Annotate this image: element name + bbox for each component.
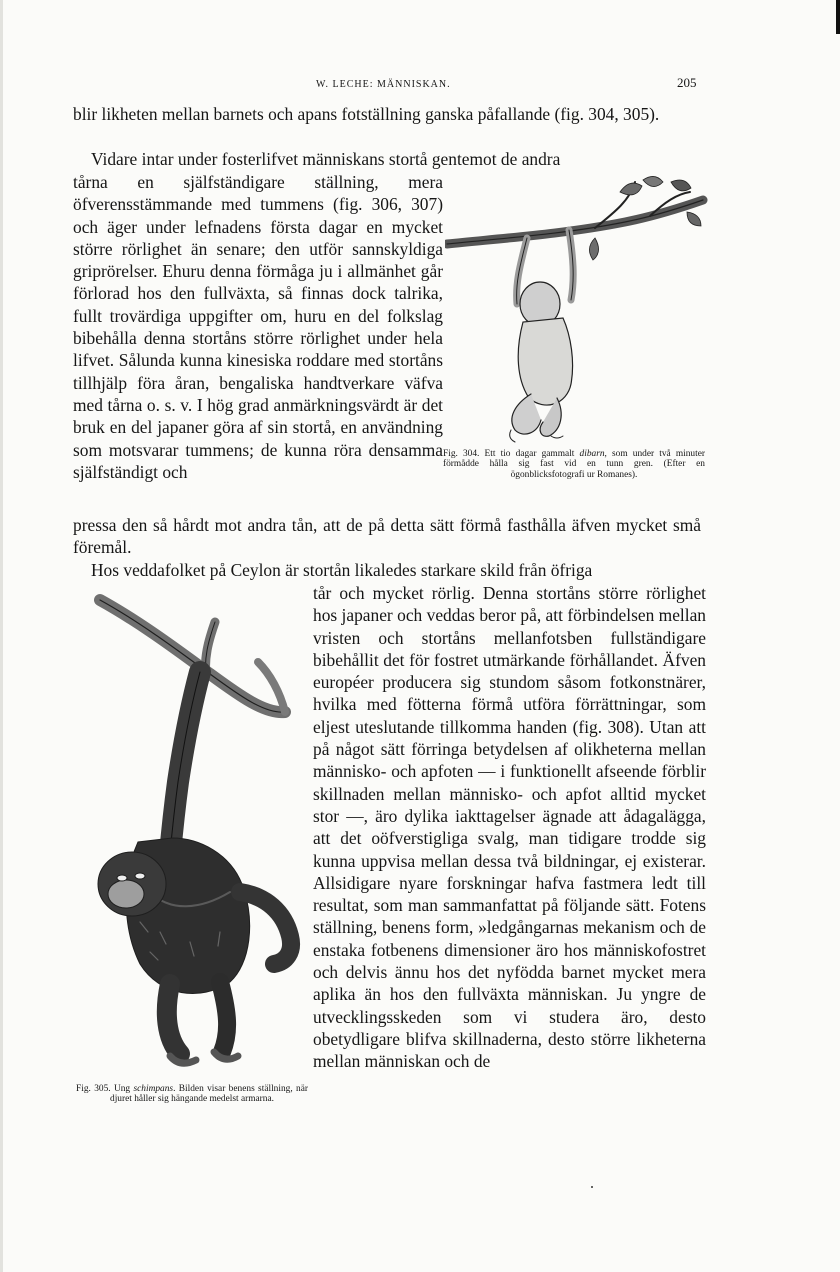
figure-305-chimpanzee-illustration [80, 592, 308, 1074]
paragraph-2-first-line: Vidare intar under fosterlifvet människans stortå gentemot de andra [91, 149, 561, 169]
figure-305-text-before: Ung [113, 1084, 131, 1094]
figure-304-caption [443, 449, 705, 480]
figure-305-caption [76, 1084, 308, 1105]
paragraph-3-first-line: Hos veddafolket på Ceylon är stortån likaledes starkare skild från öfriga [91, 560, 593, 580]
paragraph-1: blir likheten mellan barnets och apans fotställning ganska påfallande (fig. 304, 305). [73, 104, 660, 124]
figure-305-number: Fig. 305. [76, 1084, 111, 1094]
figure-304-number: Fig. 304. [443, 449, 480, 459]
figure-304-infant-illustration [445, 172, 710, 444]
page-number: 205 [677, 75, 697, 90]
scan-edge [0, 0, 3, 1272]
scan-margin-mark [836, 0, 840, 34]
figure-304-text-before: Ett tio dagar gammalt [484, 449, 575, 459]
figure-305-text-after: . Bilden visar benens ställning, när djuret håller sig hängande medelst armarna. [110, 1084, 309, 1105]
figure-305-italic-term: schimpans [133, 1084, 174, 1094]
paragraph-2-wrapped: tårna en själfständigare ställning, mera öfverensstämmande med tummens (fig. 306, 307) och äger under lefnadens första dagar en mycket större rörlighet än senare; den utför sannskyldiga griprörelser. Ehuru denna förmåga ju i allmänhet går förlorad hos den fullväxta, så finnas dock talrika, fullt trovärdiga uppgifter om, huru en del folkslag bibehålla denna stortåns större rörlighet under hela lifvet. Sålunda kunna kinesiska roddare med stortåns tillhjälp föra åran, bengaliska handtverkare väfva med tårna o. s. v. I hög grad anmärkningsvärdt är det bruk en del japaner göra af sin stortå, en användning som motsvarar tummens; de kunna röra densamma själfständigt och [73, 172, 443, 482]
running-head: W. LECHE: MÄNNISKAN. [316, 79, 451, 90]
figure-304-text-after: , som under två minuter förmådde hålla sig fast vid en tunn gren. (Efter en ögonblicksfotografi ur Romanes). [443, 449, 706, 480]
paragraph-2-end: pressa den så hårdt mot andra tån, att de på detta sätt förmå fasthålla äfven mycket små föremål. [73, 515, 701, 558]
paragraph-3-wrapped: tår och mycket rörlig. Denna stortåns större rörlighet hos japaner och veddas beror på, att förbindelsen mellan vristen och stortåns mellanfotsben fullständigare bibehållit det för fostret utmärkande förhållandet. Äfven européer producera sig stundom såsom fotkonstnärer, hvilka med fötterna förmå utföra förrättningar, som eljest uteslutande tillkomma handen (fig. 308). Utan att på något sätt förringa betydelsen af olikheterna mellan människo- och apfoten — i funktionellt afseende förblir skillnaden mellan människo- och apfot alltid mycket stor —, äro dylika iakttagelser ägnade att ådagalägga, att det oöfverstigliga svalg, man tidigare trodde sig kunna uppvisa mellan dessa två bildningar, ej existerar. Allsidigare nyare forskningar hafva fastmera ledt till resultat, som man sammanfattat på följande sätt. Fotens ställning, benens form, »ledgångarnas mekanism och de enstaka fotbenens dimensioner äro hos människofostret och delvis ännu hos det nyfödda barnet mycket mera aplika än hos den fullväxta människan. Ju yngre de utvecklingsskeden som vi studera äro, desto obetydligare blifva skillnaderna, desto större likheterna mellan människan och de [313, 583, 706, 1072]
figure-304-italic-term: dibarn [579, 449, 605, 459]
speck [591, 1186, 593, 1188]
